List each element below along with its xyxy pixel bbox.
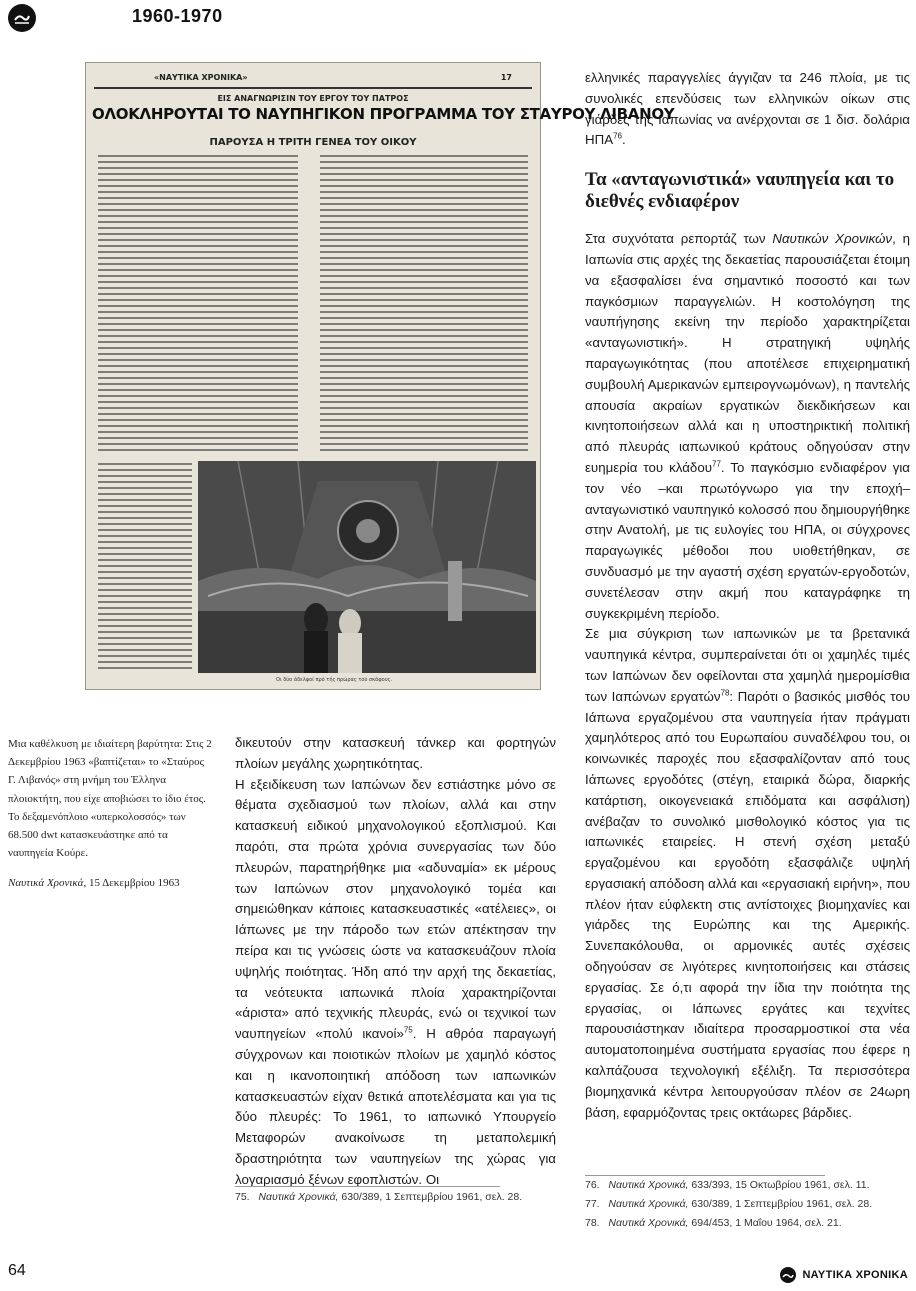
footnote-78 <box>585 1216 842 1230</box>
footnote-source: Ναυτικά Χρονικά, <box>608 1217 689 1229</box>
footer-brand <box>780 1267 908 1283</box>
paragraph: δικευτούν στην κατασκευή τάνκερ και φορτηγών πλοίων μεγάλης χωρητικότητας. <box>235 735 556 771</box>
wave-icon <box>14 10 30 26</box>
paragraph-text: . <box>621 132 626 148</box>
footnote-75 <box>235 1190 522 1204</box>
footnote-rule <box>585 1175 825 1176</box>
footnote-77 <box>585 1197 872 1211</box>
footnote-source: Ναυτικά Χρονικά, <box>258 1191 339 1203</box>
caption-source-date: 15 Δεκεμβρίου 1963 <box>86 877 180 890</box>
paragraph <box>585 68 910 151</box>
publication-name: Ναυτικών Χρονικών <box>772 231 893 247</box>
paragraph-text: Η εξειδίκευση των Ιαπώνων δεν εστιάστηκε μόνο σε θέματα σχεδιασμού των πλοίων, αλλά και στην κατασκευή ειδικού μηχανολογικού εξοπλισμού. Και παρότι, στα πρώτα χρόνια συνεργασίας των δύο πλευρών, παρατηρήθηκε μια «αδυναμία» εκ μέρους των Ιαπώνων στον μηχανολογικό τομέα και σημειώθηκαν κάποιες κατασκευαστικές «ατέλειες», οι Ιάπωνες με την πάροδο των ετών απέκτησαν την πείρα και τις γνώσεις ώστε να κατασκευάζουν πλοία υψηλής ποιότητας. Ήδη από την αρχή της δεκαετίας, τα νεότευκτα ιαπωνικά πλοία χαρακτηρίζονται «άριστα» από τεχνικής πλευράς, ενώ οι τεχνικοί των ναυπηγείων «πολύ ικανοί» <box>235 776 556 1042</box>
footnote-details: 630/389, 1 Σεπτεμβρίου 1961, σελ. 28. <box>338 1191 523 1203</box>
clipping-masthead-title: «ΝΑΥΤΙΚΑ ΧΡΟΝΙΚΑ» <box>154 73 248 82</box>
footnote-ref: 75 <box>403 1025 413 1035</box>
launch-ceremony-photo <box>198 461 536 673</box>
footnote-rule <box>235 1186 500 1187</box>
caption-source <box>8 874 213 892</box>
footnote-ref: 78 <box>720 688 730 698</box>
footnote-source: Ναυτικά Χρονικά, <box>608 1179 689 1191</box>
brand-logo-icon <box>780 1267 796 1283</box>
footnote-ref: 76 <box>613 131 622 141</box>
clipping-masthead <box>94 69 532 89</box>
paragraph-text: ελληνικές παραγγελίες άγγιζαν τα 246 πλοία, με τις συνολικές επενδύσεις των ελληνικών οίκων στις γιάρδες της Ιαπωνίας να ανέρχονται σε 1 δισ. δολάρια ΗΠΑ <box>585 70 910 148</box>
image-caption <box>8 735 213 893</box>
clipping-text-column <box>98 155 298 455</box>
footnote-number: 78. <box>585 1217 600 1229</box>
footnote-number: 76. <box>585 1179 600 1191</box>
page-number: 64 <box>8 1262 26 1279</box>
clipping-page-number: 17 <box>500 73 512 82</box>
paragraph-text: Σε μια σύγκριση των ιαπωνικών με τα βρετανικά ναυπηγικά κέντρα, συμπεραίνεται ότι οι χαμηλές τιμές των Ιαπώνων δεν οφείλονται στα χαμηλά ημερομίσθια των Ιαπώνων εργατών <box>585 626 910 704</box>
paragraph-text: : Παρότι ο βασικός μισθός του Ιάπωνα εργαζομένου στα ναυπηγεία ήταν πράγματι χαμηλότερος από του Ευρωπαίου συναδέλφου του, οι κοινωνικές παροχές που εξασφαλίζονταν από τους Ιάπωνες εργοδότες (στέγη, εταιρικά δώρα, διαρκής κατάρτιση, οικογενειακά επιδόματα και ασφάλιση) ανέβαζαν το συνολικό μισθολογικό κόστος για τις ιαπωνικές εταιρείες. Η στενή σχέση μεταξύ εργαζομένου και εργοδότη εξασφάλιζε υψηλή εργασιακή απόδοση αλλά και «εργασιακή ειρήνη», που πλέον ήταν εύφλεκτη στις αντίστοιχες βιομηχανίες και γιάρδες της Ευρώπης και της Αμερικής. Συνεπακόλουθα, οι αρμονικές αυτές σχέσεις οδηγούσαν σε λιγότερες κινητοποιήσεις και στάσεις εργασίας. Σε ό,τι αφορά την ίδια την ποιότητα της εργασίας, οι Ιάπωνες εργάτες και τεχνίτες παρουσιάστηκαν ιδιαίτερα προσαρμοστικοί στα νέα αυτοματοποιημένα συστήματα εργασίας που έφερε η καλπάζουσα τεχνολογική εξέλιξη. Τα περισσότερα βιομηχανικά κέντρα λειτουργούσαν πλέον σε 24ωρη βάση, εφαρμόζοντας τρεις οκτάωρες βάρδιες. <box>585 688 910 1120</box>
clipping-headline: ΟΛΟΚΛΗΡΟΥΤΑΙ ΤΟ ΝΑΥΠΗΓΙΚΟΝ ΠΡΟΓΡΑΜΜΑ ΤΟΥ ΣΤΑΥΡΟΥ ΛΙΒΑΝΟΥ <box>92 105 675 123</box>
body-column-right <box>585 68 910 1123</box>
clipping-text-column <box>98 463 192 673</box>
paragraph <box>585 624 910 1123</box>
paragraph-text: , η Ιαπωνία στις αρχές της δεκαετίας παρουσιάζεται έτοιμη να εξασφαλίσει ένα σημαντικό ποσοστό και των παγκόσμιων παραγγελιών. Η κοστολόγηση της ναυπήγησης εκείνη την περίοδο χαρακτηρίζεται «ανταγωνιστική». Η στρατηγική υψηλής παραγωγικότητας (που αποτέλεσε επιχειρηματική συμβουλή Αμερικανών εμπειρογνωμόνων), η παντελής απουσία ακραίων εργατικών διεκδικήσεων και κινητοποιήσεων αλλά και η υποστηρικτική πολιτική από πλευράς ιαπωνικού κράτους οδηγούσαν στην ευημερία του κλάδου <box>585 231 910 475</box>
paragraph <box>235 775 556 1191</box>
photo-caption: Οι δύο άδελφοί πρό τής πρώρας τού σκάφους. <box>276 677 393 683</box>
footnote-number: 77. <box>585 1198 600 1210</box>
footnote-ref: 77 <box>712 459 721 469</box>
footnote-source: Ναυτικά Χρονικά, <box>608 1198 689 1210</box>
chapter-title: 1960-1970 <box>132 6 223 26</box>
footnote-details: 694/453, 1 Μαΐου 1964, σελ. 21. <box>688 1217 842 1229</box>
paragraph-text: Στα συχνότατα ρεπορτάζ των <box>585 231 773 247</box>
clipping-kicker: ΕΙΣ ΑΝΑΓΝΩΡΙΣΙΝ ΤΟΥ ΕΡΓΟΥ ΤΟΥ ΠΑΤΡΟΣ <box>217 94 409 103</box>
clipping-subhead: ΠΑΡΟΥΣΑ Η ΤΡΙΤΗ ΓΕΝΕΑ ΤΟΥ ΟΙΚΟΥ <box>209 137 417 148</box>
caption-text: Μια καθέλκυση με ιδιαίτερη βαρύτητα: Στις 2 Δεκεμβρίου 1963 «βαπτίζεται» το «Σταύρος Γ. Λιβανός» στη μνήμη του Έλληνα πλοιοκτήτη, που είχε αποβιώσει το ίδιο έτος. Το δεξαμενόπλοιο «υπερκολοσσός» των 68.500 dwt κατασκευάστηκε από τα ναυπηγεία Κούρε. <box>8 738 212 860</box>
paragraph <box>585 229 910 624</box>
section-heading: Τα «ανταγωνιστικά» ναυπηγεία και το διεθνές ενδιαφέρον <box>585 169 895 213</box>
body-column-middle <box>235 733 556 1191</box>
paragraph-text: . Το παγκόσμιο ενδιαφέρον για τον νέο –και πρωτόγνωρο για την εποχή– ανταγωνιστικό ναυπηγικό κολοσσό που δημιουργήθηκε στην Ανατολή, με τις ευλογίες του ΗΠΑ, οι σύγχρονες παραγωγικές μέθοδοι που υιοθετήθηκαν, σε συνδυασμό με την αγαστή σχέση εργατών-εργοδοτών, συνετέλεσαν στην ακμή που καταγράφηκε τη συγκεκριμένη περίοδο. <box>585 459 910 621</box>
brand-logo-icon <box>8 4 36 32</box>
clipping-text-column <box>320 155 528 455</box>
footnote-number: 75. <box>235 1191 250 1203</box>
footnote-details: 630/389, 1 Σεπτεμβρίου 1961, σελ. 28. <box>688 1198 873 1210</box>
footnote-details: 633/393, 15 Οκτωβρίου 1961, σελ. 11. <box>688 1179 870 1191</box>
footer-brand-name: ΝΑΥΤΙΚΑ ΧΡΟΝΙΚΑ <box>802 1269 908 1281</box>
caption-source-title: Ναυτικά Χρονικά, <box>8 877 87 890</box>
paragraph-text: . Η αθρόα παραγωγή σύγχρονων και ποιοτικών πλοίων με χαμηλό κόστος και η ικανοποιητική απόδοση των ιαπωνικών κατασκευαστών είχαν θετικά αποτελέσματα και για τις δύο πλευρές: Το 1961, το ιαπωνικό Υπουργείο Μεταφορών ανακοίνωσε τη μεταπολεμική δραστηριότητα των ναυπηγείων της χώρας για λογαριασμό ξένων εφοπλιστών. Οι <box>235 1026 556 1187</box>
footnote-76 <box>585 1178 870 1192</box>
